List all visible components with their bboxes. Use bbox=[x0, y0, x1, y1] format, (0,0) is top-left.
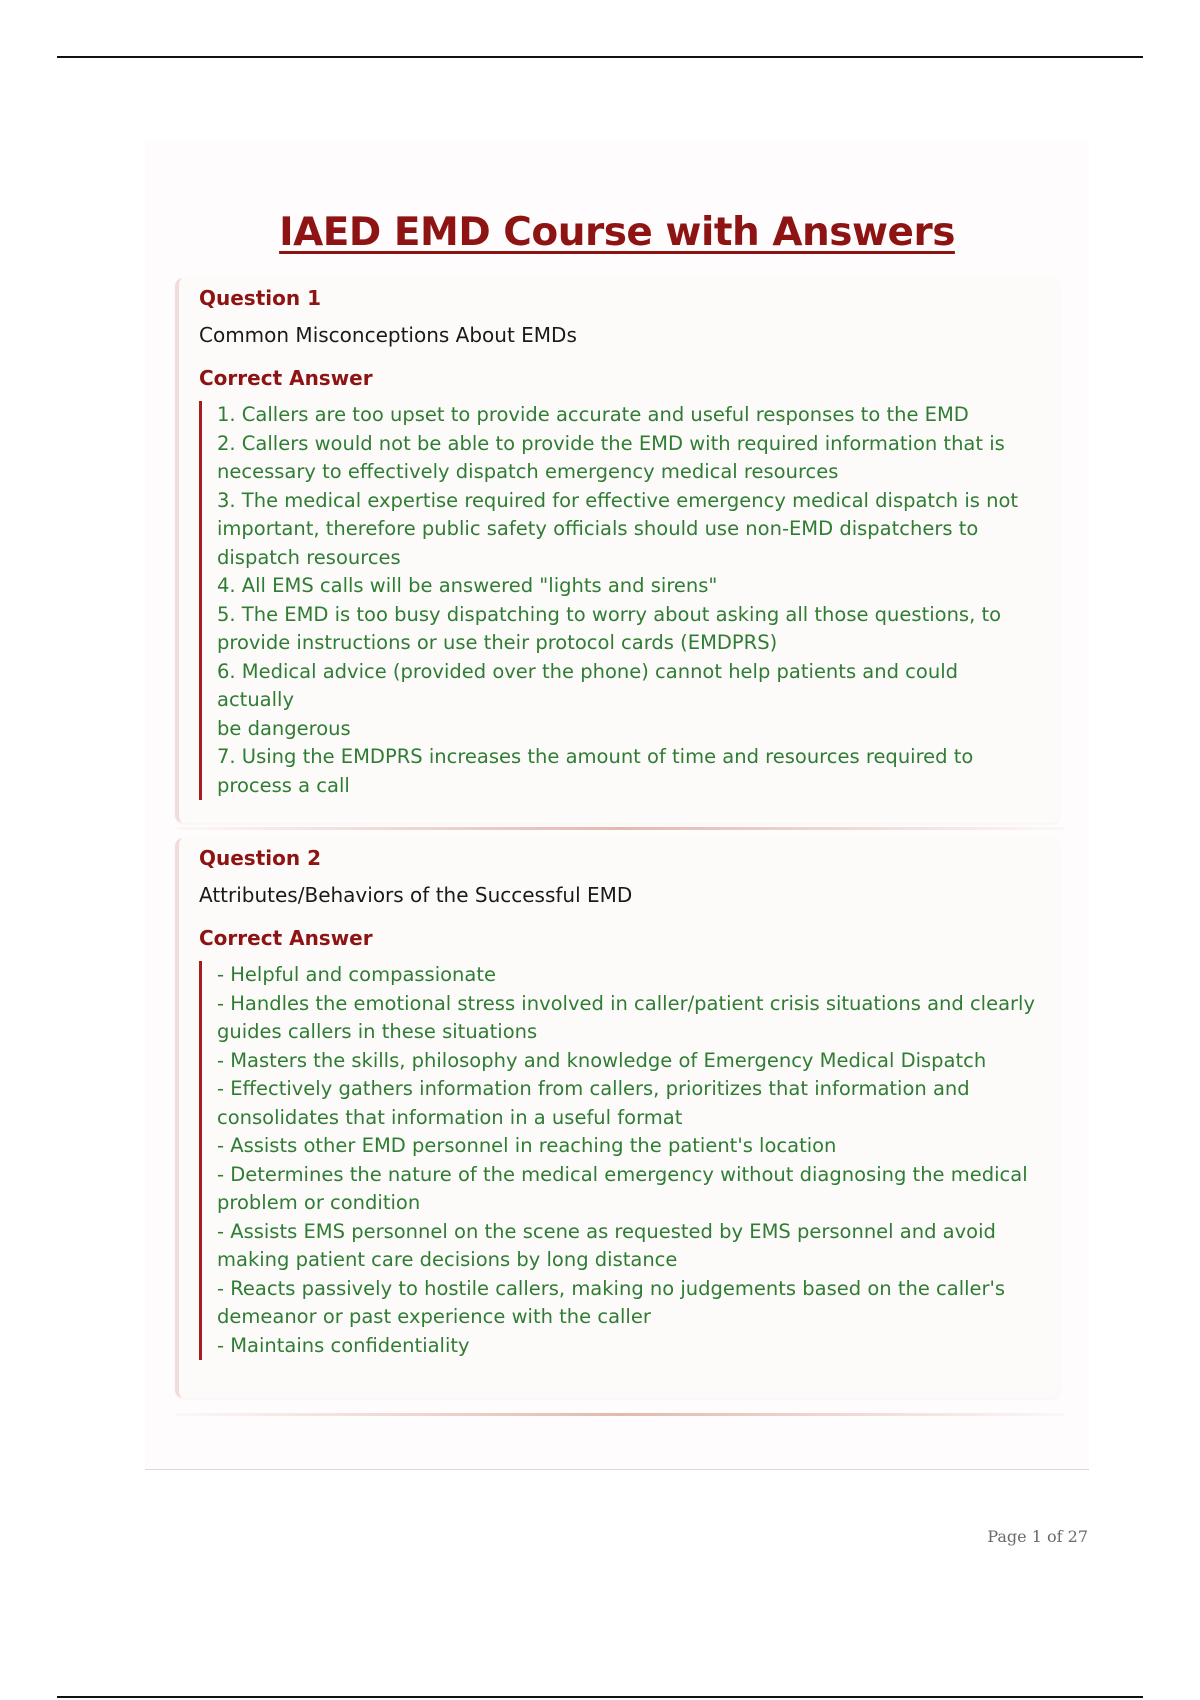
answer-line: - Helpful and compassionate bbox=[217, 963, 497, 986]
answer-line: consolidates that information in a useful format bbox=[217, 1105, 683, 1129]
answer-line: making patient care decisions by long distance bbox=[217, 1248, 678, 1271]
answer-line: provide instructions or use their protocol cards (EMDPRS) bbox=[217, 631, 778, 654]
page-bottom-rule bbox=[57, 1696, 1143, 1698]
footer-rule bbox=[145, 1469, 1089, 1470]
answer-line: - Reacts passively to hostile callers, making no judgements based on the caller's bbox=[217, 1276, 1006, 1300]
correct-answer-label: Correct Answer bbox=[199, 366, 373, 390]
answer-line: guides callers in these situations bbox=[217, 1020, 538, 1043]
answer-line: - Masters the skills, philosophy and knowledge of Emergency Medical Dispatch bbox=[217, 1048, 987, 1072]
answer-line: problem or condition bbox=[217, 1191, 421, 1214]
card-divider bbox=[175, 1413, 1065, 1416]
answer-line: 1. Callers are too upset to provide accurate and useful responses to the EMD bbox=[217, 403, 969, 426]
question-label: Question 2 bbox=[199, 846, 321, 870]
answer-line: 7. Using the EMDPRS increases the amount of time and resources required to bbox=[217, 745, 974, 768]
answer-line: 6. Medical advice (provided over the phone) cannot help patients and could actually bbox=[217, 659, 958, 711]
question-text: Attributes/Behaviors of the Successful EMD bbox=[199, 883, 633, 907]
answer-line: - Handles the emotional stress involved in caller/patient crisis situations and clearly bbox=[217, 991, 1036, 1015]
question-card-2 bbox=[175, 838, 1059, 1398]
page-top-rule bbox=[57, 56, 1143, 58]
answer-line: - Maintains confidentiality bbox=[217, 1333, 470, 1357]
answer-line: - Effectively gathers information from callers, prioritizes that information and bbox=[217, 1077, 970, 1100]
answer-body bbox=[199, 961, 1039, 1360]
answer-line: important, therefore public safety officials should use non-EMD dispatchers to bbox=[217, 517, 979, 540]
correct-answer-label: Correct Answer bbox=[199, 926, 373, 950]
question-label: Question 1 bbox=[199, 286, 321, 310]
answer-line: necessary to effectively dispatch emergency medical resources bbox=[217, 460, 839, 483]
question-text: Common Misconceptions About EMDs bbox=[199, 323, 577, 347]
answer-line: be dangerous bbox=[217, 716, 351, 740]
answer-line: 4. All EMS calls will be answered "lights and sirens" bbox=[217, 574, 718, 597]
answer-line: 5. The EMD is too busy dispatching to worry about asking all those questions, to bbox=[217, 602, 1002, 626]
answer-line: 3. The medical expertise required for effective emergency medical dispatch is not bbox=[217, 488, 1019, 512]
answer-line: - Assists EMS personnel on the scene as requested by EMS personnel and avoid bbox=[217, 1219, 996, 1243]
card-divider bbox=[175, 827, 1065, 830]
answer-line: dispatch resources bbox=[217, 545, 401, 569]
page-number: Page 1 of 27 bbox=[987, 1527, 1088, 1546]
answer-line: - Assists other EMD personnel in reaching the patient's location bbox=[217, 1134, 837, 1157]
answer-body bbox=[199, 401, 1039, 800]
document-title: IAED EMD Course with Answers bbox=[279, 210, 955, 255]
answer-line: demeanor or past experience with the caller bbox=[217, 1305, 651, 1328]
answer-line: process a call bbox=[217, 773, 350, 797]
answer-line: - Determines the nature of the medical emergency without diagnosing the medical bbox=[217, 1162, 1028, 1186]
document-page bbox=[145, 140, 1089, 1470]
answer-line: 2. Callers would not be able to provide the EMD with required information that is bbox=[217, 431, 1005, 455]
question-card-1 bbox=[175, 278, 1059, 823]
